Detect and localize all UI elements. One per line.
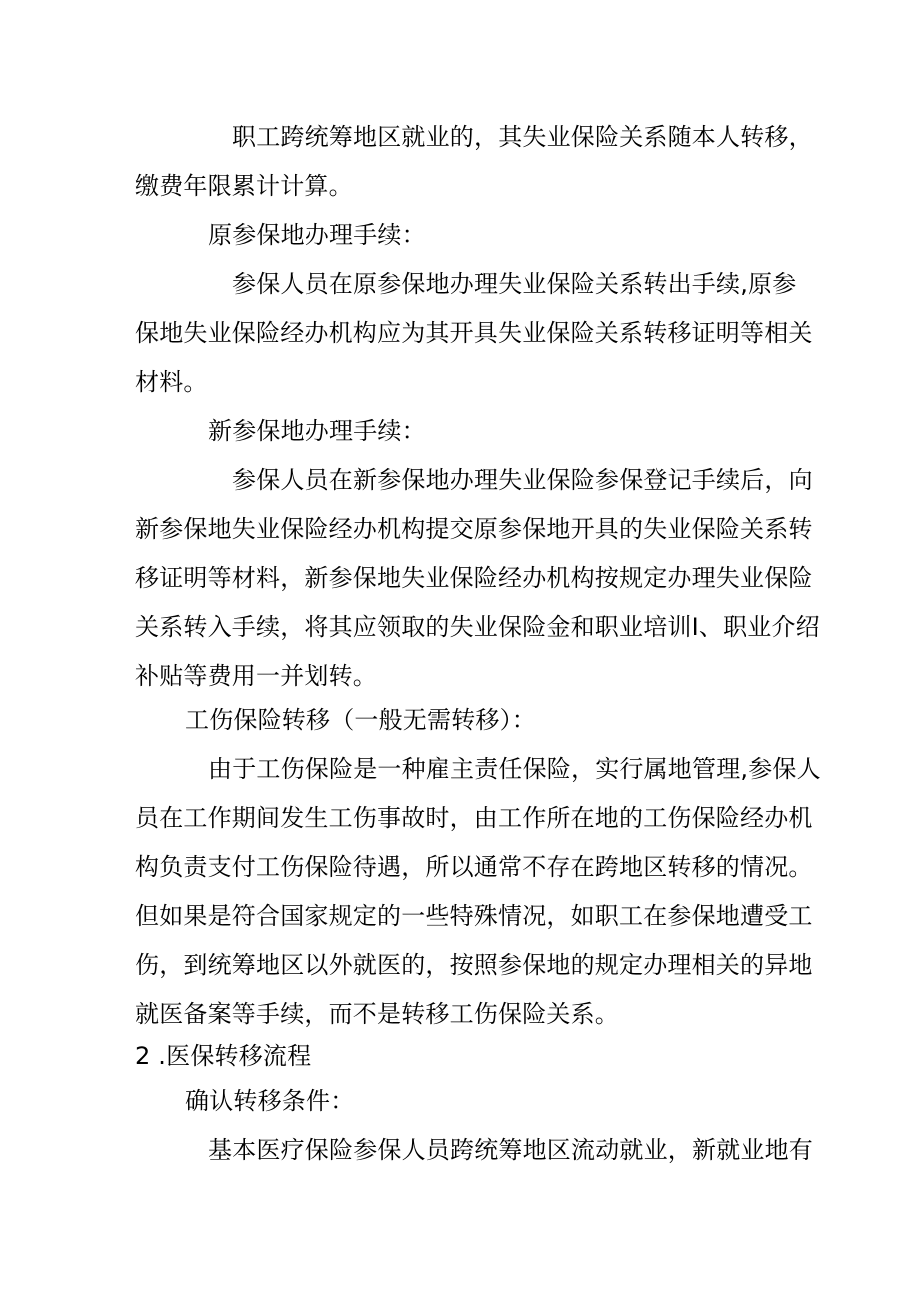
paragraph-line: 关系转入手续，将其应领取的失业保险金和职业培训I、职业介绍: [135, 613, 820, 641]
paragraph-line: 员在工作期间发生工伤事故时，由工作所在地的工伤保险经办机: [135, 804, 813, 832]
paragraph-line: 缴费年限累计计算。: [135, 172, 353, 200]
paragraph-line: 就医备案等手续，而不是转移工伤保险关系。: [135, 1000, 619, 1028]
paragraph-line: 构负责支付工伤保险待遇，所以通常不存在跨地区转移的情况。: [135, 853, 813, 881]
paragraph-line: 但如果是符合国家规定的一些特殊情况，如职工在参保地遭受工: [135, 902, 813, 930]
paragraph-line: 伤，到统筹地区以外就医的，按照参保地的规定办理相关的异地: [135, 951, 813, 979]
paragraph-line: 职工跨统筹地区就业的，其失业保险关系随本人转移，: [232, 123, 813, 151]
section-heading: 原参保地办理手续：: [208, 221, 426, 249]
paragraph-line: 基本医疗保险参保人员跨统筹地区流动就业，新就业地有: [208, 1136, 813, 1164]
paragraph-line: 补贴等费用一并划转。: [135, 662, 377, 690]
numbered-heading: 2 .医保转移流程: [135, 1042, 312, 1070]
paragraph-line: 参保人员在原参保地办理失业保险关系转出手续,原参: [232, 270, 797, 298]
paragraph-line: 由于工伤保险是一种雇主责任保险，实行属地管理,参保人: [208, 755, 821, 783]
section-heading: 工伤保险转移（一般无需转移）：: [185, 706, 536, 734]
paragraph-line: 新参保地失业保险经办机构提交原参保地开具的失业保险关系转: [135, 515, 813, 543]
paragraph-line: 保地失业保险经办机构应为其开具失业保险关系转移证明等相关: [135, 319, 813, 347]
section-heading: 新参保地办理手续：: [208, 417, 426, 445]
paragraph-line: 移证明等材料，新参保地失业保险经办机构按规定办理失业保险: [135, 564, 813, 592]
paragraph-line: 材料。: [135, 368, 208, 396]
section-heading: 确认转移条件：: [185, 1087, 355, 1115]
paragraph-line: 参保人员在新参保地办理失业保险参保登记手续后，向: [232, 466, 813, 494]
